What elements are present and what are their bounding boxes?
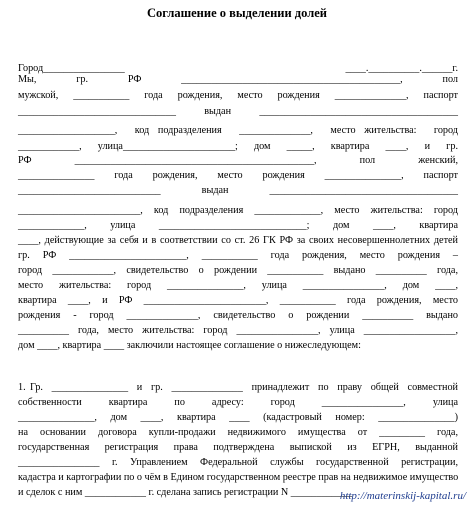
text-line: __________ года, место жительства: город ________________, улица __________________, — [18, 325, 458, 336]
text-line: ___________________, код подразделения ______________, место жительства: город — [18, 125, 458, 136]
text-line: ________________________, код подразделения _____________, место жительства: город — [18, 205, 458, 216]
document-title: Соглашение о выделении долей — [147, 6, 327, 20]
text-line: мужской, ___________ года рождения, место рождения ______________, паспорт — [18, 90, 458, 101]
clause-line: и сделок с ним ____________ г. сделана запись регистрации N ____________ — [18, 487, 352, 498]
text-line: РФ _______________________________________________, пол женский, — [18, 155, 458, 166]
text-line: гр. РФ _______________________, ___________ года рождения, место рождения – — [18, 250, 458, 261]
text-line: ____________________________ выдан _____________________________________ — [18, 185, 458, 196]
clause-line: _______________, дом ____, квартира ____ (кадастровый номер: _______________) — [18, 412, 458, 423]
clause-line: 1. Гр. _______________ и гр. ______________ принадлежит по праву общей совместной — [18, 382, 458, 393]
text-line: Мы, гр. РФ ___________________________________________, пол — [18, 74, 458, 85]
text-line: _______________ года рождения, место рождения _______________, паспорт — [18, 170, 458, 181]
text-line: рождения - город ______________, свидетельство о рождении __________ выдано — [18, 310, 458, 321]
text-line: дом ____, квартира ____ заключили настоящее соглашение о нижеследующем: — [18, 340, 361, 351]
text-line: ____, действующие за себя и в соответствии со ст. 26 ГК РФ за своих несовершеннолетних детей — [18, 235, 458, 246]
text-line: ____________, улица______________________; дом _____, квартира ____, и гр. — [18, 141, 458, 152]
date-field: ____.__________.______г. — [345, 63, 458, 74]
clause-line: собственности квартира по адресу: город ________________, улица — [18, 397, 458, 408]
clause-line: государственная регистрация права подтверждена выпиской из ЕГРН, выданной — [18, 442, 458, 453]
text-line: место жительства: город _______________, улица ________________, дом ____, — [18, 280, 458, 291]
text-line: _____________, улица _____________________________; дом ____, квартира — [18, 220, 458, 231]
text-line: город ____________, свидетельство о рождении ___________ выдано __________ года, — [18, 265, 458, 276]
text-line: квартира ____, и РФ ________________________, ___________ года рождения, место — [18, 295, 458, 306]
clause-line: на основании договора купли-продажи недвижимого имущества от _________ года, — [18, 427, 458, 438]
watermark-url: http://materinskij-kapital.ru/ — [339, 490, 466, 502]
clause-line: кадастра и картографии по о чём в Едином государственном реестре прав на недвижимое имущество — [18, 472, 459, 483]
text-line: _______________________________ выдан _______________________________________ — [18, 106, 458, 117]
clause-line: ________________ г. Управлением Федеральной службы государственной регистрации, — [18, 457, 458, 468]
city-field: Город________________ — [18, 63, 125, 74]
